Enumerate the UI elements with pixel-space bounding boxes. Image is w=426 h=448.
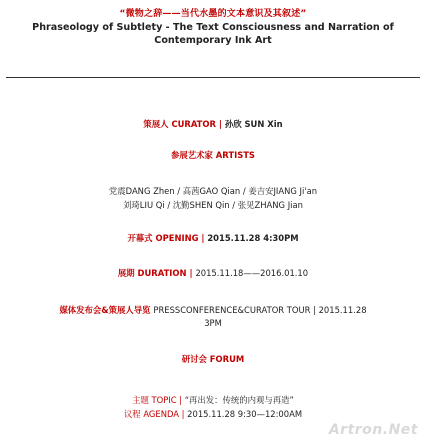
- section-divider: [6, 77, 420, 78]
- topic-value: “再出发：传统的内观与再造”: [184, 395, 294, 405]
- forum-label: 研讨会 FORUM: [181, 354, 245, 364]
- artists-label: 参展艺术家 ARTISTS: [171, 150, 255, 160]
- press-line: [4, 304, 422, 330]
- press-line1: [4, 304, 422, 317]
- curator-line: [0, 118, 426, 130]
- topic-label: 主题 TOPIC |: [132, 395, 185, 405]
- agenda-value: 2015.11.28 9:30—12:00AM: [187, 409, 303, 419]
- opening-line: [0, 232, 426, 244]
- agenda-label: 议程 AGENDA |: [123, 409, 188, 419]
- press-value-line1: PRESSCONFERENCE&CURATOR TOUR | 2015.11.28: [153, 305, 367, 315]
- duration-label: 展期 DURATION |: [117, 268, 196, 278]
- topic-line: [0, 394, 426, 406]
- artist-names-line2: 刘琦LIU Qi / 沈勤SHEN Qin / 张见ZHANG Jian: [123, 200, 303, 210]
- forum-heading: [0, 353, 426, 365]
- opening-label: 开幕式 OPENING |: [127, 233, 208, 243]
- agenda-line: [0, 408, 426, 420]
- press-value-line2: 3PM: [204, 318, 222, 328]
- duration-line: [0, 267, 426, 279]
- watermark: Artron.Net: [328, 422, 418, 438]
- header: [0, 0, 426, 47]
- artist-names-line1: 党震DANG Zhen / 高茜GAO Qian / 姜吉安JIANG Ji'an: [108, 186, 318, 196]
- english-title-line1: Phraseology of Subtlety - The Text Consciousness and Narration of: [32, 22, 394, 33]
- curator-label: 策展人 CURATOR |: [143, 119, 225, 129]
- duration-value: 2015.11.18——2016.01.10: [195, 268, 309, 278]
- curator-value: 孙欣 SUN Xin: [224, 119, 283, 129]
- english-title-line2: Contemporary Ink Art: [154, 35, 272, 46]
- press-label: 媒体发布会&策展人导览: [59, 305, 154, 315]
- chinese-title: “微物之辞——当代水墨的文本意识及其叙述”: [119, 9, 307, 19]
- english-title: [0, 21, 426, 47]
- opening-value: 2015.11.28 4:30PM: [207, 233, 299, 243]
- artists-heading: [0, 149, 426, 161]
